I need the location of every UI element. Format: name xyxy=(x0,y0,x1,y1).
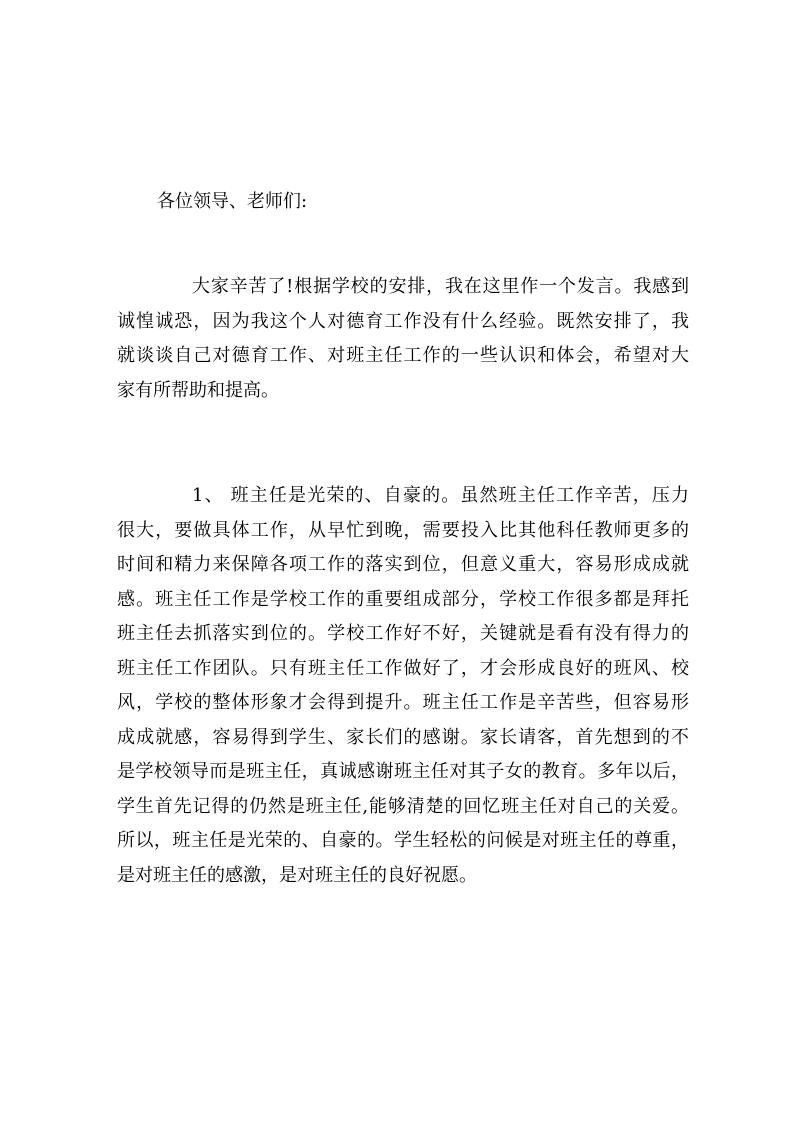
paragraph-line: 班主任去抓落实到位的。学校工作好不好，关键就是看有没有得力的 xyxy=(117,623,689,644)
paragraph-line: 感。班主任工作是学校工作的重要组成部分，学校工作很多都是拜托 xyxy=(117,588,689,610)
paragraph-intro xyxy=(117,270,689,408)
paragraph-line: 是对班主任的感激，是对班主任的良好祝愿。 xyxy=(117,864,477,886)
paragraph-line: 是学校领导而是班主任，真诚感谢班主任对其子女的教育。多年以后， xyxy=(117,761,689,782)
paragraph-line: 就谈谈自己对德育工作、对班主任工作的一些认识和体会，希望对大 xyxy=(117,345,689,366)
paragraph-point-1 xyxy=(117,479,689,893)
paragraph-line: 风，学校的整体形象才会得到提升。班主任工作是辛苦些，但容易形 xyxy=(117,692,689,713)
paragraph-line: 班主任工作团队。只有班主任工作做好了，才会形成良好的班风、校 xyxy=(117,657,689,679)
paragraph-line: 所以，班主任是光荣的、自豪的。学生轻松的问候是对班主任的尊重， xyxy=(117,830,689,851)
paragraph-line: 成成就感，容易得到学生、家长们的感谢。家长请客，首先想到的不 xyxy=(117,726,689,748)
salutation: 各位领导、老师们: xyxy=(157,191,308,212)
paragraph-line: 学生首先记得的仍然是班主任,能够清楚的回忆班主任对自己的关爱。 xyxy=(117,795,689,817)
paragraph-line: 很大，要做具体工作，从早忙到晚，需要投入比其他科任教师更多的 xyxy=(117,519,689,541)
paragraph-line: 家有所帮助和提高。 xyxy=(117,379,279,401)
paragraph-line: 1、 班主任是光荣的、自豪的。虽然班主任工作辛苦，压力 xyxy=(192,485,689,506)
paragraph-line: 大家辛苦了!根据学校的安排，我在这里作一个发言。我感到 xyxy=(192,276,689,297)
paragraph-line: 时间和精力来保障各项工作的落实到位，但意义重大，容易形成成就 xyxy=(117,554,689,575)
paragraph-line: 诚惶诚恐，因为我这个人对德育工作没有什么经验。既然安排了，我 xyxy=(117,310,689,332)
